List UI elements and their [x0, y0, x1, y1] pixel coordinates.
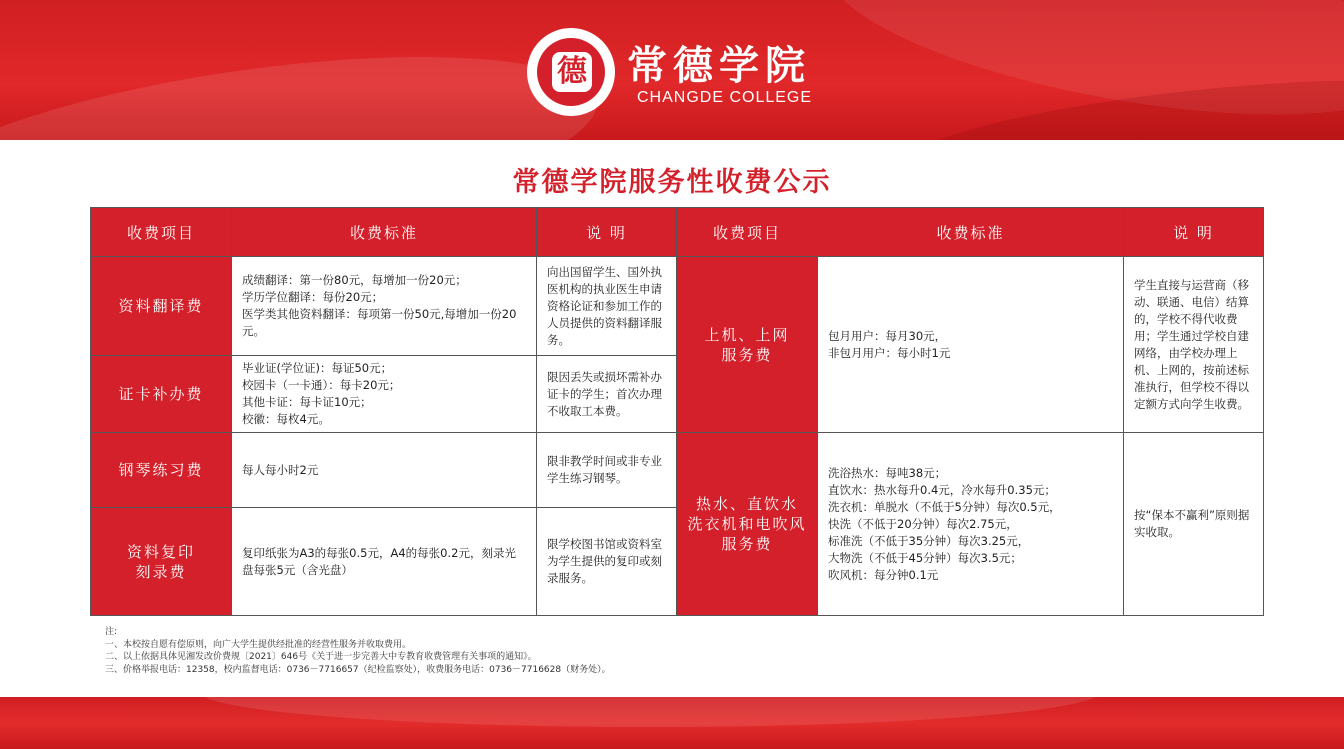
fee-item: 资料复印 刻录费	[91, 508, 232, 616]
table-row	[91, 433, 1264, 508]
header-item-right: 收费项目	[677, 208, 818, 257]
fee-note: 学生直接与运营商（移动、联通、电信）结算的，学校不得代收费用；学生通过学校自建网络，由学校办理上机、上网的，按前述标准执行，但学校不得以定额方式向学生收费。	[1124, 257, 1264, 433]
fee-standard: 成绩翻译：第一份80元，每增加一份20元； 学历学位翻译：每份20元； 医学类其他资料翻译：每项第一份50元,每增加一份20元。	[232, 257, 537, 356]
fee-standard: 洗浴热水：每吨38元； 直饮水：热水每升0.4元，冷水每升0.35元； 洗衣机：单脱水（不低于5分钟）每次0.5元， 快洗（不低于20分钟）每次2.75元， 标准洗（不低于35分钟）每次3.25元， 大物洗（不低于45分钟）每次3.5元； 吹风机：每分钟0.1元	[818, 433, 1124, 616]
footnote-line: 三、价格举报电话：12358，校内监督电话：0736－7716657（纪检监察处），收费服务电话：0736－7716628（财务处）。	[105, 664, 611, 675]
fee-note: 向出国留学生、国外执医机构的执业医生申请资格论证和参加工作的人员提供的资料翻译服务。	[537, 257, 677, 356]
page-title: 常德学院服务性收费公示	[512, 167, 832, 198]
fee-standard: 复印纸张为A3的每张0.5元，A4的每张0.2元，刻录光盘每张5元（含光盘）	[232, 508, 537, 616]
header-item-left: 收费项目	[91, 208, 232, 257]
fee-item: 热水、直饮水 洗衣机和电吹风 服务费	[677, 433, 818, 616]
header-note-left: 说 明	[537, 208, 677, 257]
school-logo	[527, 28, 827, 118]
footnote-line: 一、本校按自愿有偿原则，向广大学生提供经批准的经营性服务并收取费用。	[105, 639, 412, 650]
footnotes	[105, 626, 611, 676]
seal-character: 德	[552, 52, 592, 92]
banner-swoosh	[200, 697, 1100, 727]
fee-note: 限学校图书馆或资料室为学生提供的复印或刻录服务。	[537, 508, 677, 616]
footnote-line: 二、以上依据具体见湘发改价费规〔2021〕646号《关于进一步完善大中专教育收费管理有关事项的通知》。	[105, 652, 537, 662]
header-banner	[0, 0, 1344, 140]
fee-item: 证卡补办费	[91, 356, 232, 433]
fee-item: 资料翻译费	[91, 257, 232, 356]
footnote-label: 注:	[105, 627, 118, 637]
fee-item: 钢琴练习费	[91, 433, 232, 508]
table-row	[91, 257, 1264, 356]
header-standard-right: 收费标准	[818, 208, 1124, 257]
fee-standard: 每人每小时2元	[232, 433, 537, 508]
school-name-en: CHANGDE COLLEGE	[637, 89, 813, 106]
table-header-row	[91, 208, 1264, 257]
footer-banner	[0, 697, 1344, 749]
fee-standard: 毕业证(学位证)：每证50元； 校园卡（一卡通）：每卡20元； 其他卡证：每卡证10元； 校徽：每枚4元。	[232, 356, 537, 433]
fee-standard: 包月用户：每月30元， 非包月用户：每小时1元	[818, 257, 1124, 433]
header-standard-left: 收费标准	[232, 208, 537, 257]
banner-swoosh	[0, 22, 608, 140]
fee-note: 限非教学时间或非专业学生练习钢琴。	[537, 433, 677, 508]
fee-note: 限因丢失或损坏需补办证卡的学生；首次办理不收取工本费。	[537, 356, 677, 433]
fee-item: 上机、上网 服务费	[677, 257, 818, 433]
fee-note: 按“保本不赢利”原则据实收取。	[1124, 433, 1264, 616]
header-note-right: 说 明	[1124, 208, 1264, 257]
school-name-cn: 常德学院	[627, 42, 811, 89]
fee-table	[90, 207, 1264, 616]
school-seal-icon	[527, 28, 615, 116]
